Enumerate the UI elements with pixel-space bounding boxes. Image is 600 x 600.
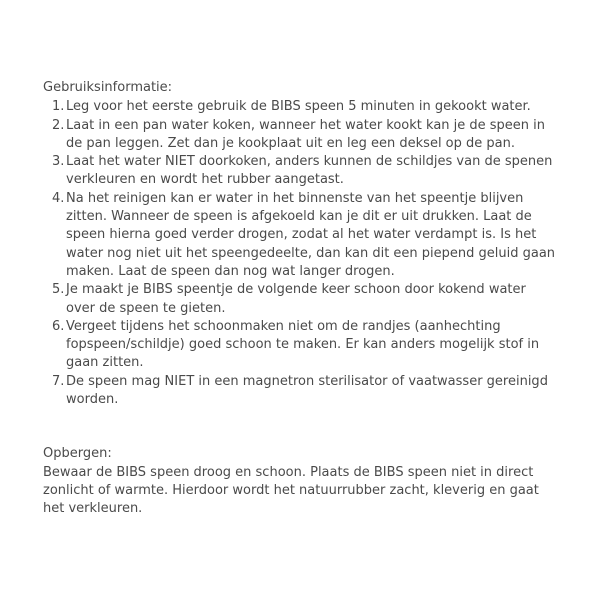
step-text: Vergeet tijdens het schoonmaken niet om de randjes (aanhechting fopspeen/schildje) goed schoon te maken. Er kan anders mogelijk stof in gaan zitten. <box>66 318 540 371</box>
list-item <box>43 153 558 190</box>
list-item <box>43 190 558 281</box>
step-number: 1. <box>52 99 65 115</box>
step-number: 4. <box>52 190 65 206</box>
list-item <box>43 281 558 318</box>
step-text: De speen mag NIET in een magnetron sterilisator of vaatwasser gereinigd worden. <box>66 373 548 408</box>
step-text: Na het reinigen kan er water in het binnenste van het speentje blijven zitten. Wanneer de speen is afgekoeld kan je dit er uit drukken. Laat de speen hierna goed verder drogen, zodat al het water verdampt is. Is het water nog niet uit het speengedeelte, dan kan dit een piepend geluid gaan maken. Laat de speen dan nog wat langer drogen. <box>66 190 556 279</box>
section-spacer <box>43 409 558 445</box>
step-number: 2. <box>52 117 65 133</box>
storage-text: Bewaar de BIBS speen droog en schoon. Plaats de BIBS speen niet in direct zonlicht of warmte. Hierdoor wordt het natuurrubber zacht, kleverig en gaat het verkleuren. <box>43 464 539 517</box>
step-text: Laat het water NIET doorkoken, anders kunnen de schildjes van de spenen verkleuren en wordt het rubber aangetast. <box>66 154 553 188</box>
step-number: 5. <box>52 282 65 298</box>
usage-title: Gebruiksinformatie: <box>43 80 173 95</box>
list-item <box>43 373 558 410</box>
step-number: 3. <box>52 154 65 170</box>
storage-title: Opbergen: <box>43 446 112 462</box>
step-number: 7. <box>52 373 65 389</box>
step-text: Je maakt je BIBS speentje de volgende keer schoon door kokend water over de speen te gieten. <box>66 282 526 316</box>
list-item <box>43 117 558 154</box>
step-text: Laat in een pan water koken, wanneer het water kookt kan je de speen in de pan leggen. Zet dan je kookplaat uit en leg een deksel op de pan. <box>66 117 546 151</box>
list-item <box>43 318 558 373</box>
list-item <box>43 98 558 116</box>
step-number: 6. <box>52 318 65 334</box>
step-text: Leg voor het eerste gebruik de BIBS speen 5 minuten in gekookt water. <box>66 99 531 115</box>
document-body <box>43 79 558 519</box>
usage-steps-list <box>43 98 558 409</box>
